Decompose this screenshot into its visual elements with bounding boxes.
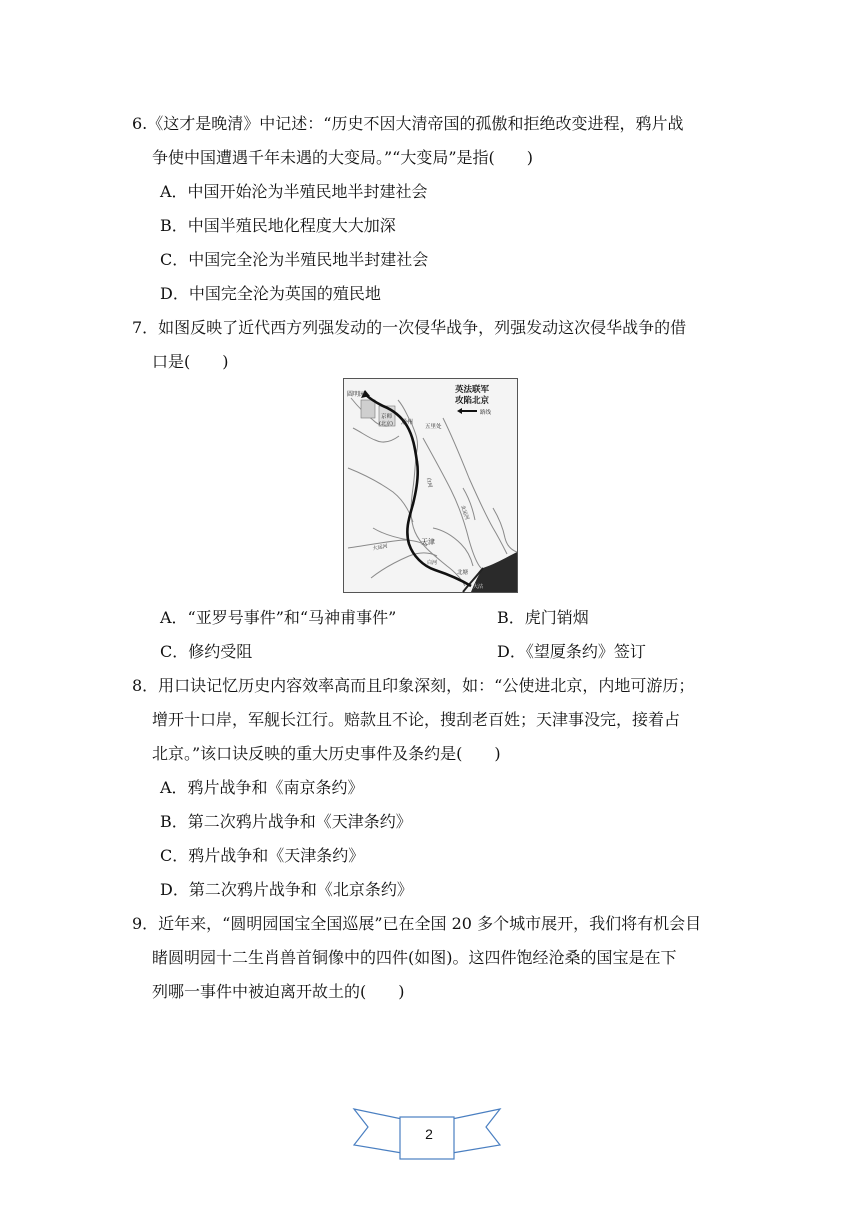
label-tongzhou: 通州 <box>401 419 414 426</box>
label-beijing: (北京) <box>379 421 393 427</box>
q7-stem-line2: 口是( ) <box>152 352 229 371</box>
label-jingshi: 京师 <box>381 414 393 420</box>
label-baihe-lower: 白河 <box>427 560 438 566</box>
map-title-line1: 英法联军 <box>455 385 490 395</box>
q8-option-d: D．第二次鸦片战争和《北京条约》 <box>160 880 413 899</box>
label-wulichu: 五里处 <box>425 424 442 430</box>
q7-option-a: A．“亚罗号事件”和“马神甫事件” <box>160 608 397 627</box>
anglo-french-campaign-map <box>343 378 518 593</box>
label-dayunhe: 大运河 <box>372 543 389 552</box>
q7-option-b: B．虎门销烟 <box>497 608 589 627</box>
q6-option-b: B．中国半殖民地化程度大大加深 <box>160 216 396 235</box>
label-tianjin: 天津 <box>421 538 435 546</box>
page-number: 2 <box>425 1126 433 1142</box>
q8-stem-line3: 北京。”该口诀反映的重大历史事件及条约是( ) <box>152 744 501 763</box>
label-yuanmingyuan: 圆明园 <box>347 391 366 398</box>
q8-stem-line1: 8．用口诀记忆历史内容效率高而且印象深刻，如：“公使进北京，内地可游历； <box>132 676 695 695</box>
map-title-line2: 攻陷北京 <box>455 396 490 406</box>
yuanmingyuan-block <box>361 400 375 418</box>
q6-option-c: C．中国完全沦为半殖民地半封建社会 <box>160 250 429 269</box>
q6-stem-line1: 6.《这才是晚清》中记述：“历史不因大清帝国的孤傲和拒绝改变进程，鸦片战 <box>132 114 684 133</box>
q9-stem-line2: 睹圆明园十二生肖兽首铜像中的四件(如图)。这四件饱经沧桑的国宝是在下 <box>152 948 677 967</box>
q8-option-a: A．鸦片战争和《南京条约》 <box>160 778 364 797</box>
q6-stem-line2: 争使中国遭遇千年未遇的大变局。”“大变局”是指( ) <box>152 148 534 167</box>
q8-option-b: B．第二次鸦片战争和《天津条约》 <box>160 812 412 831</box>
q9-stem-line3: 列哪一事件中被迫离开故土的( ) <box>152 982 405 1001</box>
label-dagu: 大沽 <box>473 584 484 590</box>
q7-option-c: C．修约受阻 <box>160 642 253 661</box>
q8-stem-line2: 增开十口岸，军舰长江行。赔款且不论，搜刮老百姓；天津事没完，接着占 <box>152 710 681 729</box>
map-legend-label: 路线 <box>480 410 492 416</box>
label-beiyunhe: 北运河 <box>459 504 470 521</box>
q6-option-d: D．中国完全沦为英国的殖民地 <box>160 284 381 303</box>
q6-option-a: A．中国开始沦为半殖民地半封建社会 <box>160 182 428 201</box>
q8-option-c: C．鸦片战争和《天津条约》 <box>160 846 365 865</box>
q9-stem-line1: 9．近年来，“圆明园国宝全国巡展”已在全国 20 多个城市展开，我们将有机会目 <box>132 914 702 933</box>
label-beitang: 北塘 <box>457 570 469 576</box>
q7-option-d: D．《望厦条约》签订 <box>497 642 646 661</box>
q7-stem-line1: 7．如图反映了近代西方列强发动的一次侵华战争，列强发动这次侵华战争的借 <box>132 318 687 337</box>
label-baihe-upper: 白河 <box>425 477 433 489</box>
